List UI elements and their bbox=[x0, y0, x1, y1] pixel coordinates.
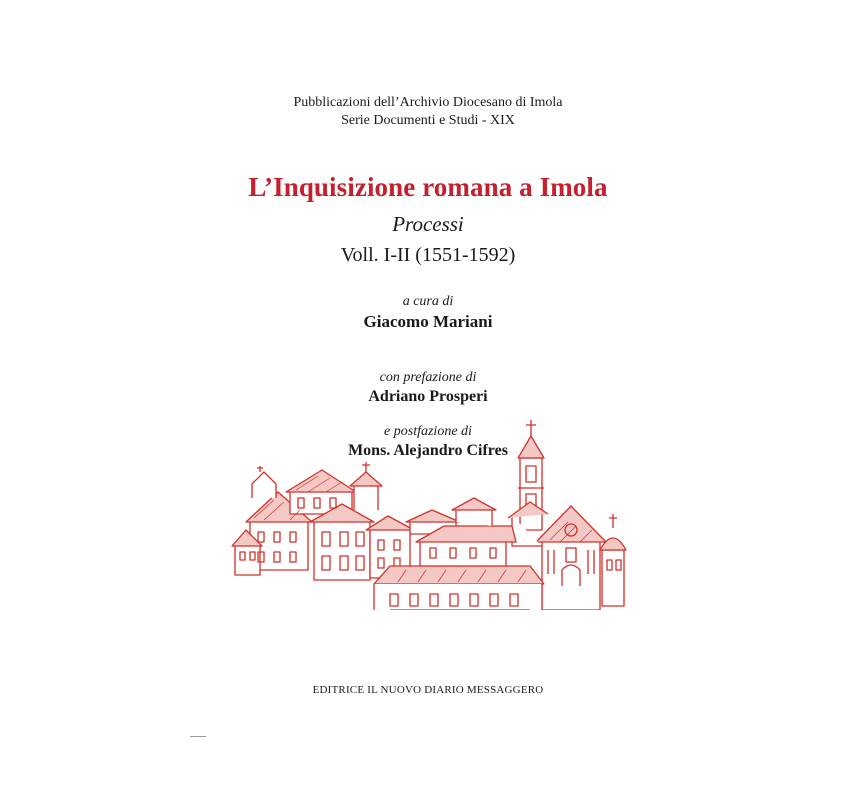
curator-label: a cura di bbox=[402, 294, 454, 309]
cover-edge-line bbox=[190, 736, 206, 737]
series-info bbox=[190, 94, 666, 130]
publisher-name: EDITRICE IL NUOVO DIARIO MESSAGGERO bbox=[312, 684, 544, 696]
postface-author: Mons. Alejandro Cifres bbox=[348, 442, 508, 459]
volumes-range: Voll. I-II (1551-1592) bbox=[340, 244, 516, 266]
book-cover bbox=[190, 72, 666, 738]
townscape-drawing-icon bbox=[230, 410, 630, 610]
curator-name: Giacomo Mariani bbox=[363, 312, 493, 331]
book-subtitle: Processi bbox=[392, 212, 464, 236]
series-line-2: Serie Documenti e Studi - XIX bbox=[341, 113, 515, 128]
preface-label: con prefazione di bbox=[379, 370, 477, 385]
preface-author: Adriano Prosperi bbox=[368, 388, 488, 405]
postface-label: e postfazione di bbox=[384, 424, 472, 439]
book-title: L’Inquisizione romana a Imola bbox=[248, 172, 608, 202]
series-line-1: Pubblicazioni dell’Archivio Diocesano di Imola bbox=[293, 95, 563, 110]
